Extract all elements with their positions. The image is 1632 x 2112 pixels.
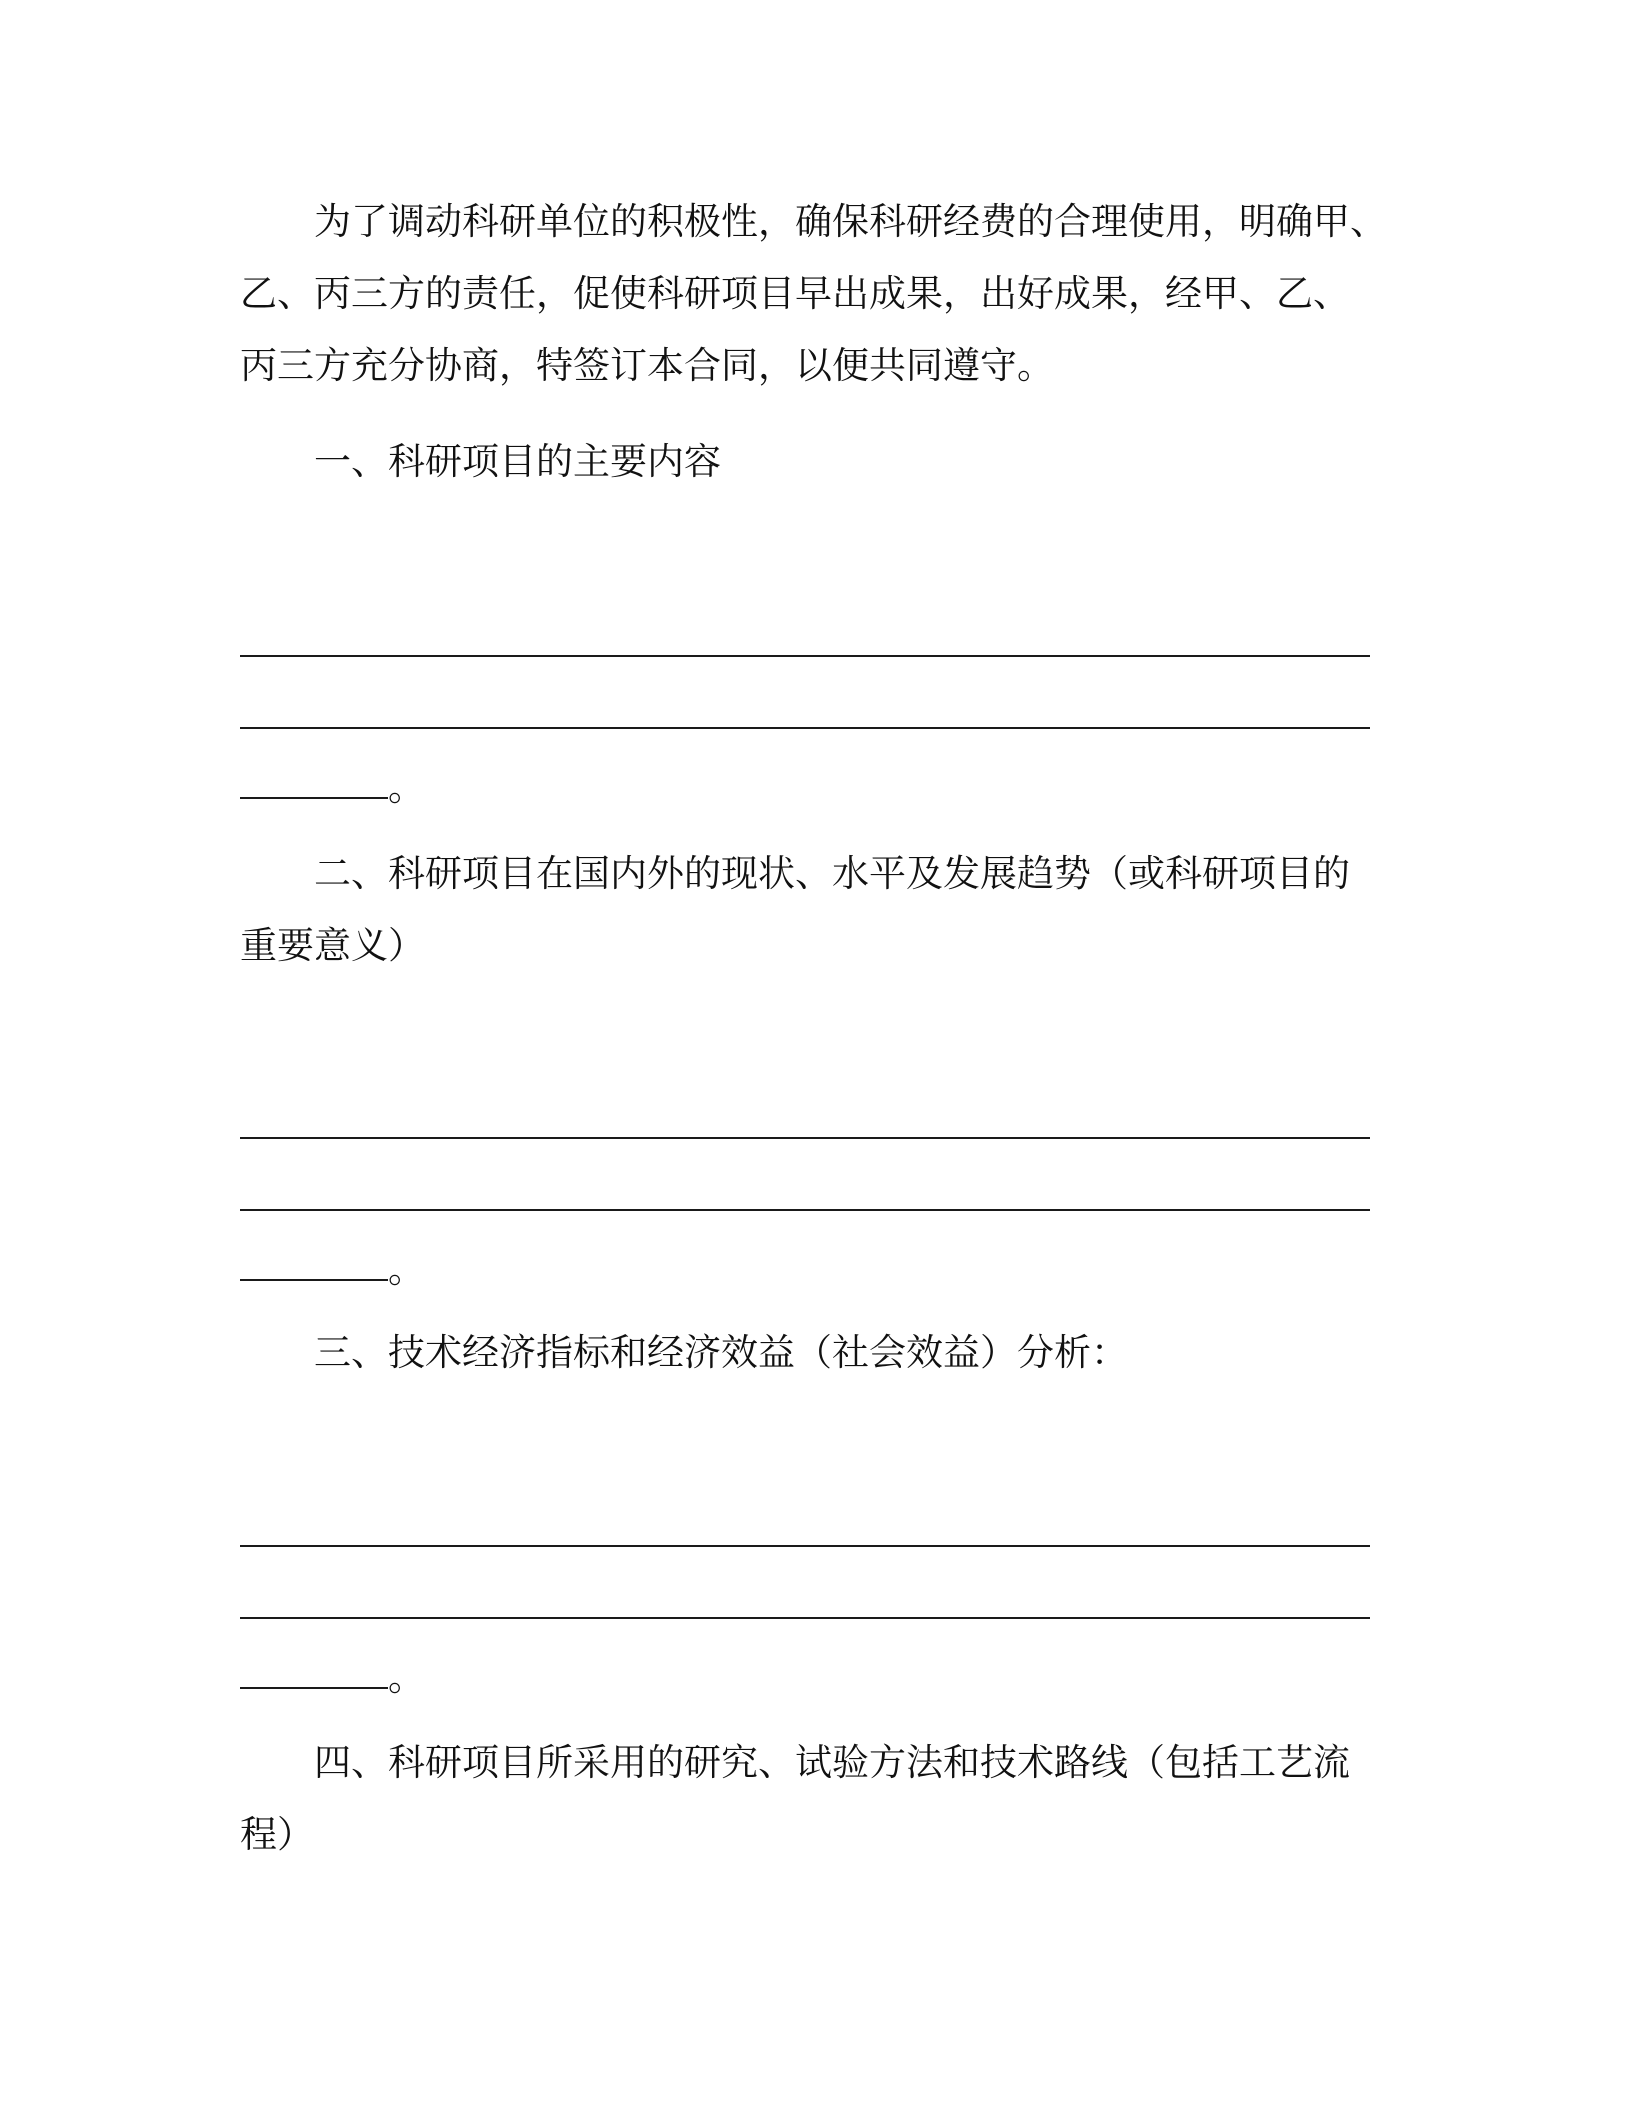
section-2-blank-line-3[interactable] xyxy=(240,1279,388,1281)
section-3-heading: 三、技术经济指标和经济效益（社会效益）分析： xyxy=(314,1331,1128,1374)
intro-line-1: 为了调动科研单位的积极性，确保科研经费的合理使用，明确甲、 xyxy=(314,200,1387,243)
section-3-end-mark: 。 xyxy=(388,1656,425,1699)
section-1-end-mark: 。 xyxy=(388,766,425,809)
section-2-heading-line-1: 二、科研项目在国内外的现状、水平及发展趋势（或科研项目的 xyxy=(314,852,1350,895)
section-4-heading-line-2: 程） xyxy=(240,1813,314,1856)
intro-line-3: 丙三方充分协商，特签订本合同，以便共同遵守。 xyxy=(240,344,1054,387)
section-4-heading-line-1: 四、科研项目所采用的研究、试验方法和技术路线（包括工艺流 xyxy=(314,1741,1350,1784)
section-3-blank-line-1[interactable] xyxy=(240,1545,1370,1547)
section-2-blank-line-1[interactable] xyxy=(240,1137,1370,1139)
intro-line-2: 乙、丙三方的责任，促使科研项目早出成果，出好成果，经甲、乙、 xyxy=(240,272,1350,315)
section-2-end-mark: 。 xyxy=(388,1248,425,1291)
section-3-blank-line-3[interactable] xyxy=(240,1687,388,1689)
section-2-heading-line-2: 重要意义） xyxy=(240,924,425,967)
section-2-blank-line-2[interactable] xyxy=(240,1209,1370,1211)
section-1-blank-line-2[interactable] xyxy=(240,727,1370,729)
section-3-blank-line-2[interactable] xyxy=(240,1617,1370,1619)
section-1-blank-line-3[interactable] xyxy=(240,797,388,799)
section-1-blank-line-1[interactable] xyxy=(240,655,1370,657)
section-1-heading: 一、科研项目的主要内容 xyxy=(314,440,721,483)
